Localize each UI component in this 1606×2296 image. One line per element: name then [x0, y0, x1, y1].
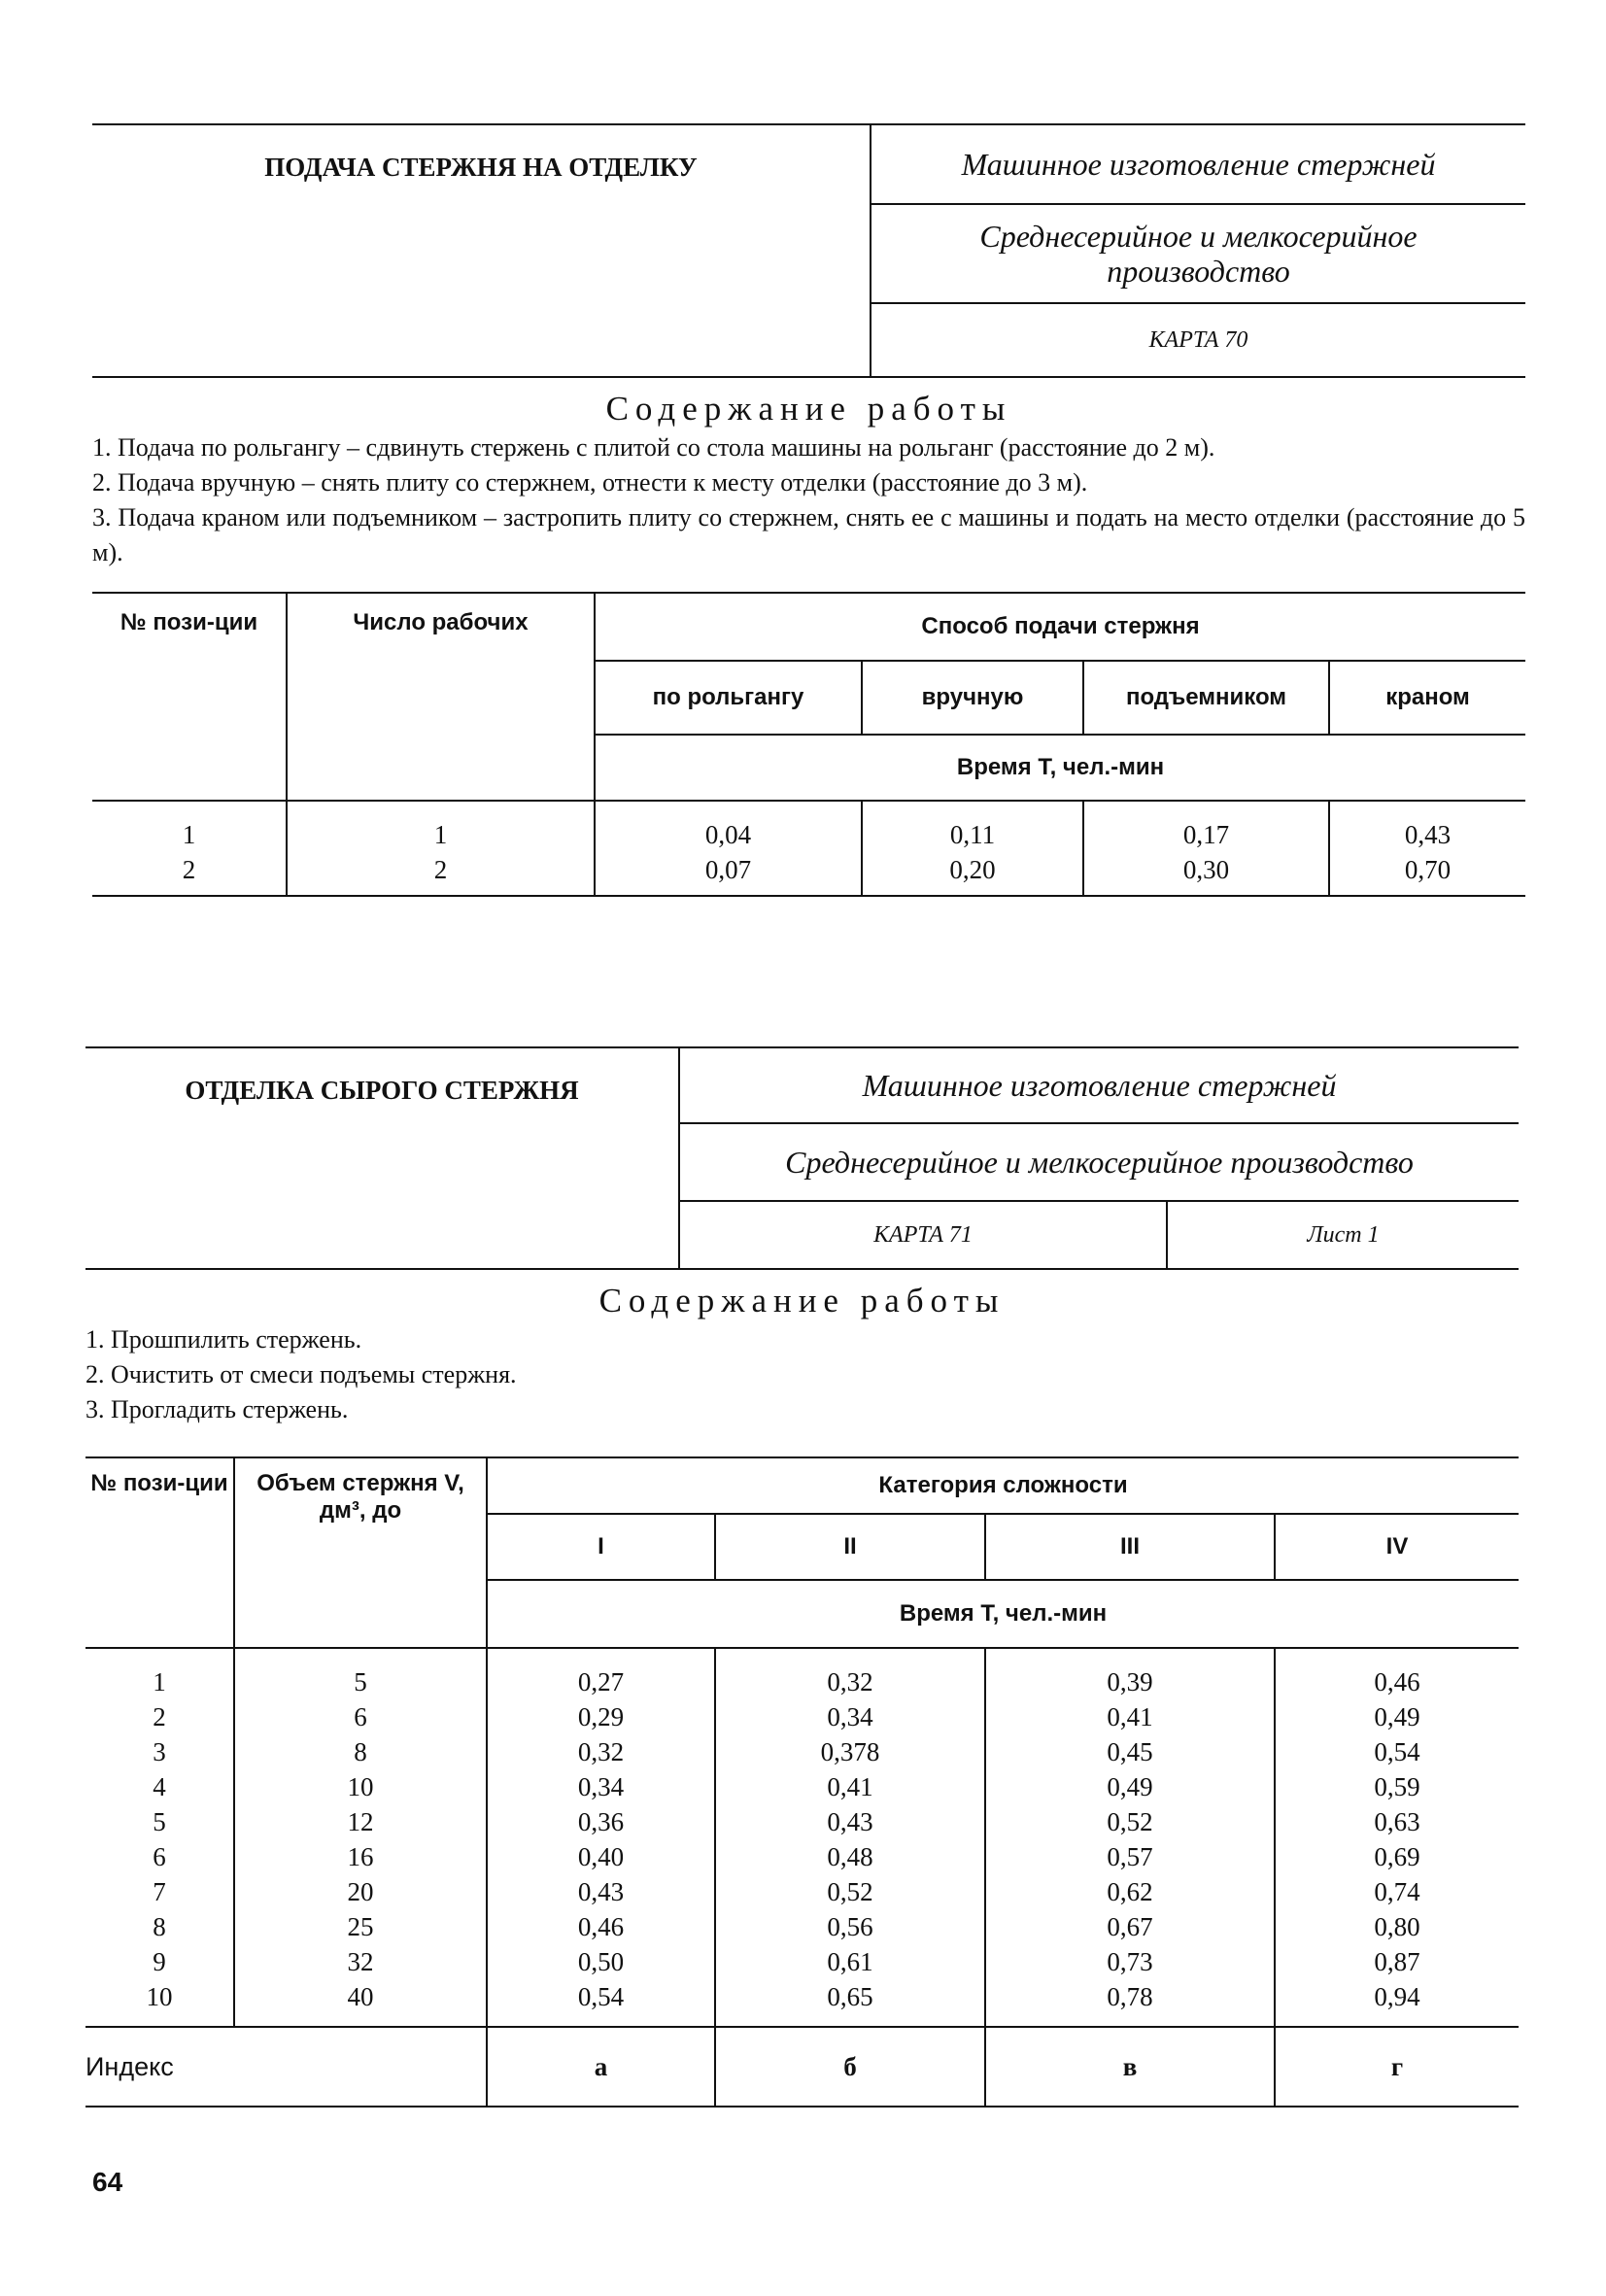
table-row: [85, 1699, 1519, 1734]
card-71-sheet: Лист 1: [1166, 1202, 1519, 1268]
cell-value: 0,40: [487, 1839, 715, 1874]
table-row: [85, 1944, 1519, 1979]
cell-value: 0,49: [985, 1769, 1275, 1804]
cell-volume: 5: [234, 1648, 487, 1699]
card-70-card-number: КАРТА 70: [1148, 327, 1248, 353]
card-71-header-row: [680, 1202, 1519, 1268]
card-70: [92, 123, 1525, 897]
cell-position: 7: [153, 1877, 166, 1906]
cell-value: 0,34: [715, 1699, 985, 1734]
index-value: в: [985, 2027, 1275, 2106]
cell-volume: 16: [234, 1839, 487, 1874]
card-71-header-line1: Машинное изготовление стержней: [680, 1048, 1519, 1124]
step-item: 3. Прогладить стержень.: [85, 1395, 349, 1423]
cell-value: 0,29: [487, 1699, 715, 1734]
table-row: [92, 852, 1525, 896]
card-71: [85, 1046, 1519, 2108]
cell-position: 2: [182, 855, 196, 884]
cell-value: 0,61: [715, 1944, 985, 1979]
table-row: [85, 1804, 1519, 1839]
cell-value: 0,65: [715, 1979, 985, 2027]
card-71-table-body: [85, 1648, 1519, 2027]
cell-volume: 10: [234, 1769, 487, 1804]
cell-value: 0,63: [1275, 1804, 1519, 1839]
table-row: [85, 1909, 1519, 1944]
cell-value: 0,54: [1275, 1734, 1519, 1769]
cell-position: 1: [182, 820, 196, 849]
cell-value: 0,11: [862, 801, 1083, 852]
cell-value: 0,45: [985, 1734, 1275, 1769]
method-header: по рольгангу: [595, 661, 862, 735]
cell-value: 0,57: [985, 1839, 1275, 1874]
table-row: [85, 1769, 1519, 1804]
step-item: 3. Подача краном или подъемником – застропить плиту со стержнем, снять ее с машины и подать на место отделки (расстояние до 5 м).: [92, 503, 1525, 566]
cell-value: 0,30: [1083, 852, 1329, 896]
card-70-header-right: [870, 125, 1525, 376]
col-workers-header: Число рабочих: [287, 593, 595, 801]
cell-position: 6: [153, 1842, 166, 1871]
table-row: [85, 1734, 1519, 1769]
cell-value: 0,32: [487, 1734, 715, 1769]
cell-value: 0,27: [487, 1648, 715, 1699]
cell-volume: 6: [234, 1699, 487, 1734]
cell-value: 0,07: [595, 852, 862, 896]
card-70-steps: [92, 430, 1525, 570]
cell-value: 0,46: [1275, 1648, 1519, 1699]
index-value: а: [487, 2027, 715, 2106]
cell-position: 10: [146, 1982, 173, 2011]
cell-value: 0,46: [487, 1909, 715, 1944]
table-row: [92, 801, 1525, 852]
cell-volume: 8: [234, 1734, 487, 1769]
cell-value: 0,80: [1275, 1909, 1519, 1944]
cell-value: 0,52: [985, 1804, 1275, 1839]
cell-volume: 40: [234, 1979, 487, 2027]
cell-position: 9: [153, 1947, 166, 1976]
card-70-header: [92, 123, 1525, 378]
table-row: [85, 1839, 1519, 1874]
category-header: III: [985, 1514, 1275, 1580]
cell-workers: 2: [287, 852, 595, 896]
cell-value: 0,41: [985, 1699, 1275, 1734]
method-header: краном: [1329, 661, 1525, 735]
card-71-header-right: [678, 1048, 1519, 1268]
cell-value: 0,50: [487, 1944, 715, 1979]
card-70-content-title: Содержание работы: [605, 390, 1012, 428]
cell-position: 3: [153, 1737, 166, 1766]
card-70-header-line1: Машинное изготовление стержней: [871, 125, 1525, 205]
method-group-header: Способ подачи стержня: [595, 593, 1525, 661]
cell-value: 0,43: [715, 1804, 985, 1839]
cell-value: 0,378: [715, 1734, 985, 1769]
cell-value: 0,52: [715, 1874, 985, 1909]
category-header: II: [715, 1514, 985, 1580]
cell-value: 0,49: [1275, 1699, 1519, 1734]
cell-position: 8: [153, 1912, 166, 1941]
method-header: вручную: [862, 661, 1083, 735]
cell-volume: 12: [234, 1804, 487, 1839]
cell-value: 0,56: [715, 1909, 985, 1944]
cell-value: 0,67: [985, 1909, 1275, 1944]
cell-value: 0,41: [715, 1769, 985, 1804]
index-value: б: [715, 2027, 985, 2106]
cell-value: 0,54: [487, 1979, 715, 2027]
time-header: Время Т, чел.-мин: [595, 735, 1525, 801]
card-70-title: ПОДАЧА СТЕРЖНЯ НА ОТДЕЛКУ: [264, 153, 698, 182]
step-item: 1. Подача по рольгангу – сдвинуть стержень с плитой со стола машины на рольганг (расстояние до 2 м).: [92, 433, 1215, 462]
col-position-header: № пози-ции: [85, 1457, 234, 1648]
card-71-header: [85, 1046, 1519, 1270]
cell-value: 0,94: [1275, 1979, 1519, 2027]
index-label: Индекс: [85, 2027, 487, 2106]
step-item: 2. Очистить от смеси подъемы стержня.: [85, 1360, 517, 1388]
cell-position: 2: [153, 1702, 166, 1731]
cell-value: 0,39: [985, 1648, 1275, 1699]
card-71-card-number: КАРТА 71: [873, 1222, 973, 1248]
step-item: 1. Прошпилить стержень.: [85, 1325, 362, 1354]
index-value: г: [1275, 2027, 1519, 2106]
card-71-content-title: Содержание работы: [598, 1282, 1006, 1319]
cell-value: 0,87: [1275, 1944, 1519, 1979]
cell-value: 0,59: [1275, 1769, 1519, 1804]
cell-value: 0,48: [715, 1839, 985, 1874]
category-group-header: Категория сложности: [487, 1457, 1519, 1514]
cell-value: 0,69: [1275, 1839, 1519, 1874]
cell-value: 0,04: [595, 801, 862, 852]
col-volume-header: Объем стержня V, дм³, до: [234, 1457, 487, 1648]
cell-position: 5: [153, 1807, 166, 1836]
category-header: I: [487, 1514, 715, 1580]
table-row: [85, 1648, 1519, 1699]
col-position-header: № пози-ции: [92, 593, 287, 801]
category-header: IV: [1275, 1514, 1519, 1580]
cell-value: 0,32: [715, 1648, 985, 1699]
step-item: 2. Подача вручную – снять плиту со стержнем, отнести к месту отделки (расстояние до 3 м).: [92, 468, 1088, 497]
cell-value: 0,17: [1083, 801, 1329, 852]
cell-value: 0,62: [985, 1874, 1275, 1909]
table-row: [85, 1874, 1519, 1909]
card-70-header-line2: Среднесерийное и мелкосерийное производство: [871, 205, 1525, 304]
cell-value: 0,36: [487, 1804, 715, 1839]
cell-value: 0,20: [862, 852, 1083, 896]
cell-volume: 25: [234, 1909, 487, 1944]
cell-position: 4: [153, 1772, 166, 1801]
cell-value: 0,43: [1329, 801, 1525, 852]
cell-volume: 32: [234, 1944, 487, 1979]
cell-value: 0,78: [985, 1979, 1275, 2027]
cell-position: 1: [153, 1667, 166, 1696]
method-header: подъемником: [1083, 661, 1329, 735]
cell-workers: 1: [287, 801, 595, 852]
cell-value: 0,74: [1275, 1874, 1519, 1909]
card-71-table: [85, 1456, 1519, 2106]
cell-value: 0,73: [985, 1944, 1275, 1979]
cell-volume: 20: [234, 1874, 487, 1909]
cell-value: 0,43: [487, 1874, 715, 1909]
page-number: 64: [92, 2167, 123, 2197]
table-row: [85, 1979, 1519, 2027]
index-row: [85, 2027, 1519, 2106]
cell-value: 0,34: [487, 1769, 715, 1804]
card-71-header-line2: Среднесерийное и мелкосерийное производство: [680, 1124, 1519, 1202]
card-70-table: [92, 592, 1525, 897]
card-71-title: ОТДЕЛКА СЫРОГО СТЕРЖНЯ: [185, 1076, 579, 1105]
card-71-steps: [85, 1322, 1519, 1427]
cell-value: 0,70: [1329, 852, 1525, 896]
time-header: Время Т, чел.-мин: [487, 1580, 1519, 1648]
